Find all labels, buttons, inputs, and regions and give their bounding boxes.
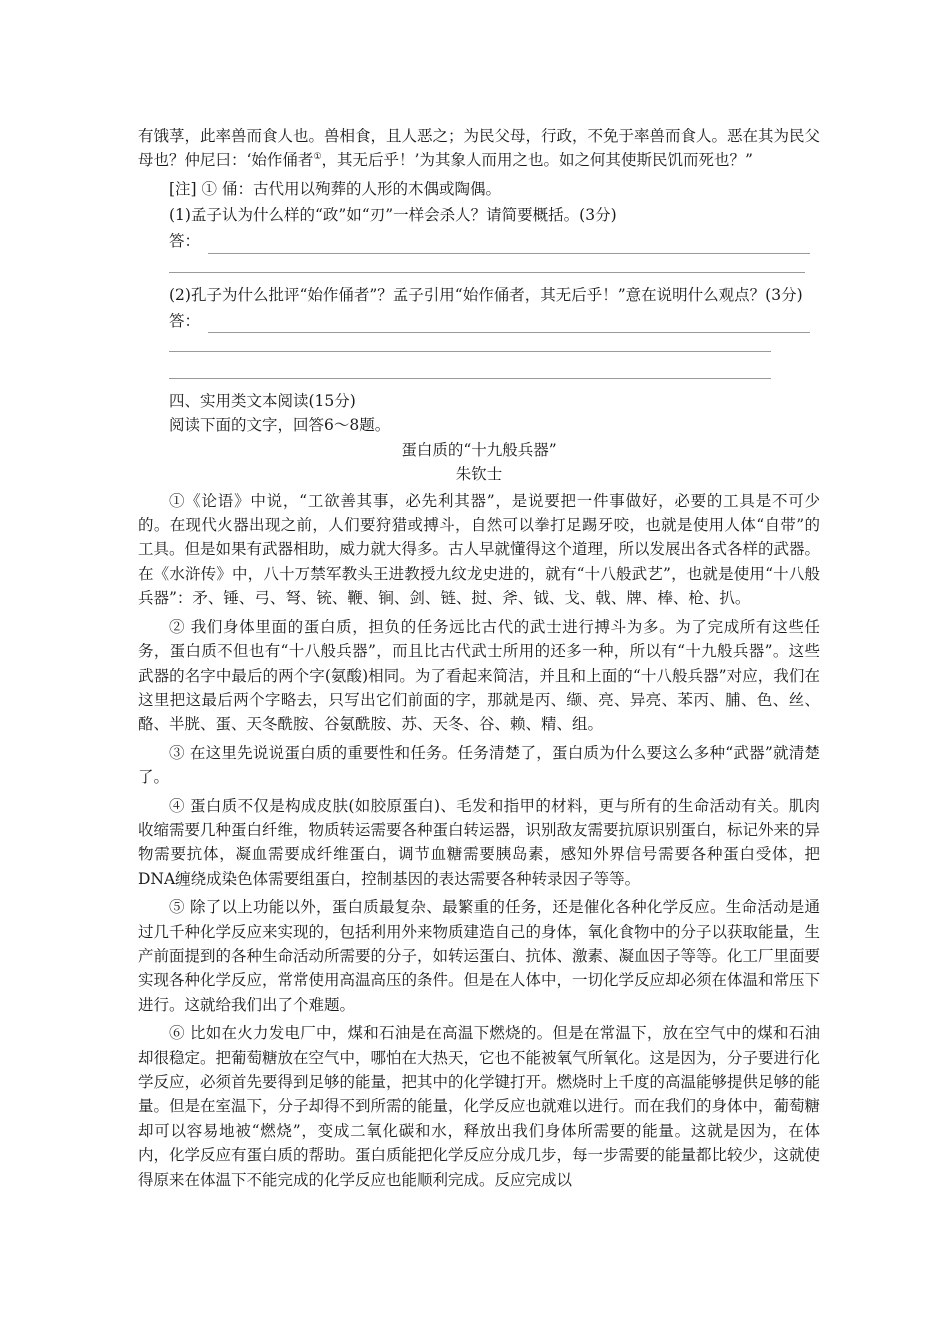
answer-line[interactable]	[169, 335, 771, 352]
article-paragraph: ② 我们身体里面的蛋白质，担负的任务远比古代的武士进行搏斗为多。为了完成所有这些任务，蛋白质不但也有“十八般兵器”，而且比古代武士所用的还多一种，所以有“十九般兵器”。这些武器的名字中最后的两个字(氨酸)相同。为了看起来简洁，并且和上面的“十八般兵器”对应，我们在这里把这最后两个字略去，只写出它们前面的字，那就是丙、缬、亮、异亮、苯丙、脯、色、丝、酪、半胱、蛋、天冬酰胺、谷氨酰胺、苏、天冬、谷、赖、精、组。	[138, 617, 820, 734]
answer-label: 答：	[169, 232, 201, 251]
answer-line[interactable]	[208, 318, 810, 333]
passage-top: 有饿莩，此率兽而食人也。兽相食，且人恶之；为民父母，行政，不免于率兽而食人。恶在其为民父母也？仲尼曰：‘始作俑者①，其无后乎！’为其象人而用之也。如之何其使斯民饥而死也？”	[138, 127, 821, 170]
answer-line[interactable]	[169, 362, 771, 379]
article-paragraph: ⑤ 除了以上功能以外，蛋白质最复杂、最繁重的任务，还是催化各种化学反应。生命活动是通过几千种化学反应来实现的，包括利用外来物质建造自己的身体，氧化食物中的分子以获取能量，生产前面提到的各种生命活动所需要的分子，如转运蛋白、抗体、激素、凝血因子等等。化工厂里面要实现各种化学反应，常常使用高温高压的条件。但是在人体中，一切化学反应却必须在体温和常压下进行。这就给我们出了个难题。	[138, 898, 821, 1014]
answer-2	[138, 307, 820, 333]
footnote: [注] ① 俑：古代用以殉葬的人形的木偶或陶偶。	[169, 179, 501, 198]
answer-line[interactable]	[169, 256, 805, 273]
section-title: 四、实用类文本阅读(15分)	[169, 392, 356, 411]
article-paragraph: ⑥ 比如在火力发电厂中，煤和石油是在高温下燃烧的。但是在常温下，放在空气中的煤和石油却很稳定。把葡萄糖放在空气中，哪怕在大热天，它也不能被氧气所氧化。这是因为，分子要进行化学反应，必须首先要得到足够的能量，把其中的化学键打开。燃烧时上千度的高温能够提供足够的能量。但是在室温下，分子却得不到所需的能量，化学反应也就难以进行。而在我们的身体中，葡萄糖却可以容易地被“燃烧”，变成二氧化碳和水，释放出我们身体所需要的能量。这就是因为，在体内，化学反应有蛋白质的帮助。蛋白质能把化学反应分成几步，每一步需要的能量都比较少，这就使得原来在体温下不能完成的化学反应也能顺利完成。反应完成以	[138, 1024, 821, 1189]
article-paragraph: ③ 在这里先说说蛋白质的重要性和任务。任务清楚了，蛋白质为什么要这么多种“武器”就清楚了。	[138, 743, 820, 787]
article-paragraph: ①《论语》中说，“工欲善其事，必先利其器”，是说要把一件事做好，必要的工具是不可少的。在现代火器出现之前，人们要狩猎或搏斗，自然可以拳打足踢牙咬，也就是使用人体“自带”的工具。但是如果有武器相助，威力就大得多。古人早就懂得这个道理，所以发展出各式各样的武器。在《水浒传》中，八十万禁军教头王进教授九纹龙史进的，就有“十八般武艺”，也就是使用“十八般兵器”：矛、锤、弓、弩、铳、鞭、锏、剑、链、挝、斧、钺、戈、戟、牌、棒、枪、扒。	[138, 491, 821, 608]
instruction: 阅读下面的文字，回答6～8题。	[169, 416, 391, 435]
answer-label: 答：	[169, 311, 201, 330]
question-1: (1)孟子认为什么样的“政”如“刃”一样会杀人？请简要概括。(3分)	[169, 206, 617, 225]
answer-1	[138, 228, 820, 254]
article-paragraph: ④ 蛋白质不仅是构成皮肤(如胶原蛋白)、毛发和指甲的材料，更与所有的生命活动有关。肌肉收缩需要几种蛋白纤维，物质转运需要各种蛋白转运器，识别敌友需要抗原识别蛋白，标记外来的异物需要抗体，凝血需要成纤维蛋白，调节血糖需要胰岛素，感知外界信号需要各种蛋白受体，把DNA缠绕成染色体需要组蛋白，控制基因的表达需要各种转录因子等等。	[138, 796, 821, 888]
answer-line[interactable]	[208, 239, 810, 254]
article-author: 朱钦士	[455, 465, 503, 484]
question-2: (2)孔子为什么批评“始作俑者”？孟子引用“始作俑者，其无后乎！”意在说明什么观点？(3分)	[169, 285, 803, 304]
article-title: 蛋白质的“十九般兵器”	[401, 440, 557, 459]
footnote-mark: ①	[313, 152, 322, 163]
document-page	[138, 124, 820, 1192]
